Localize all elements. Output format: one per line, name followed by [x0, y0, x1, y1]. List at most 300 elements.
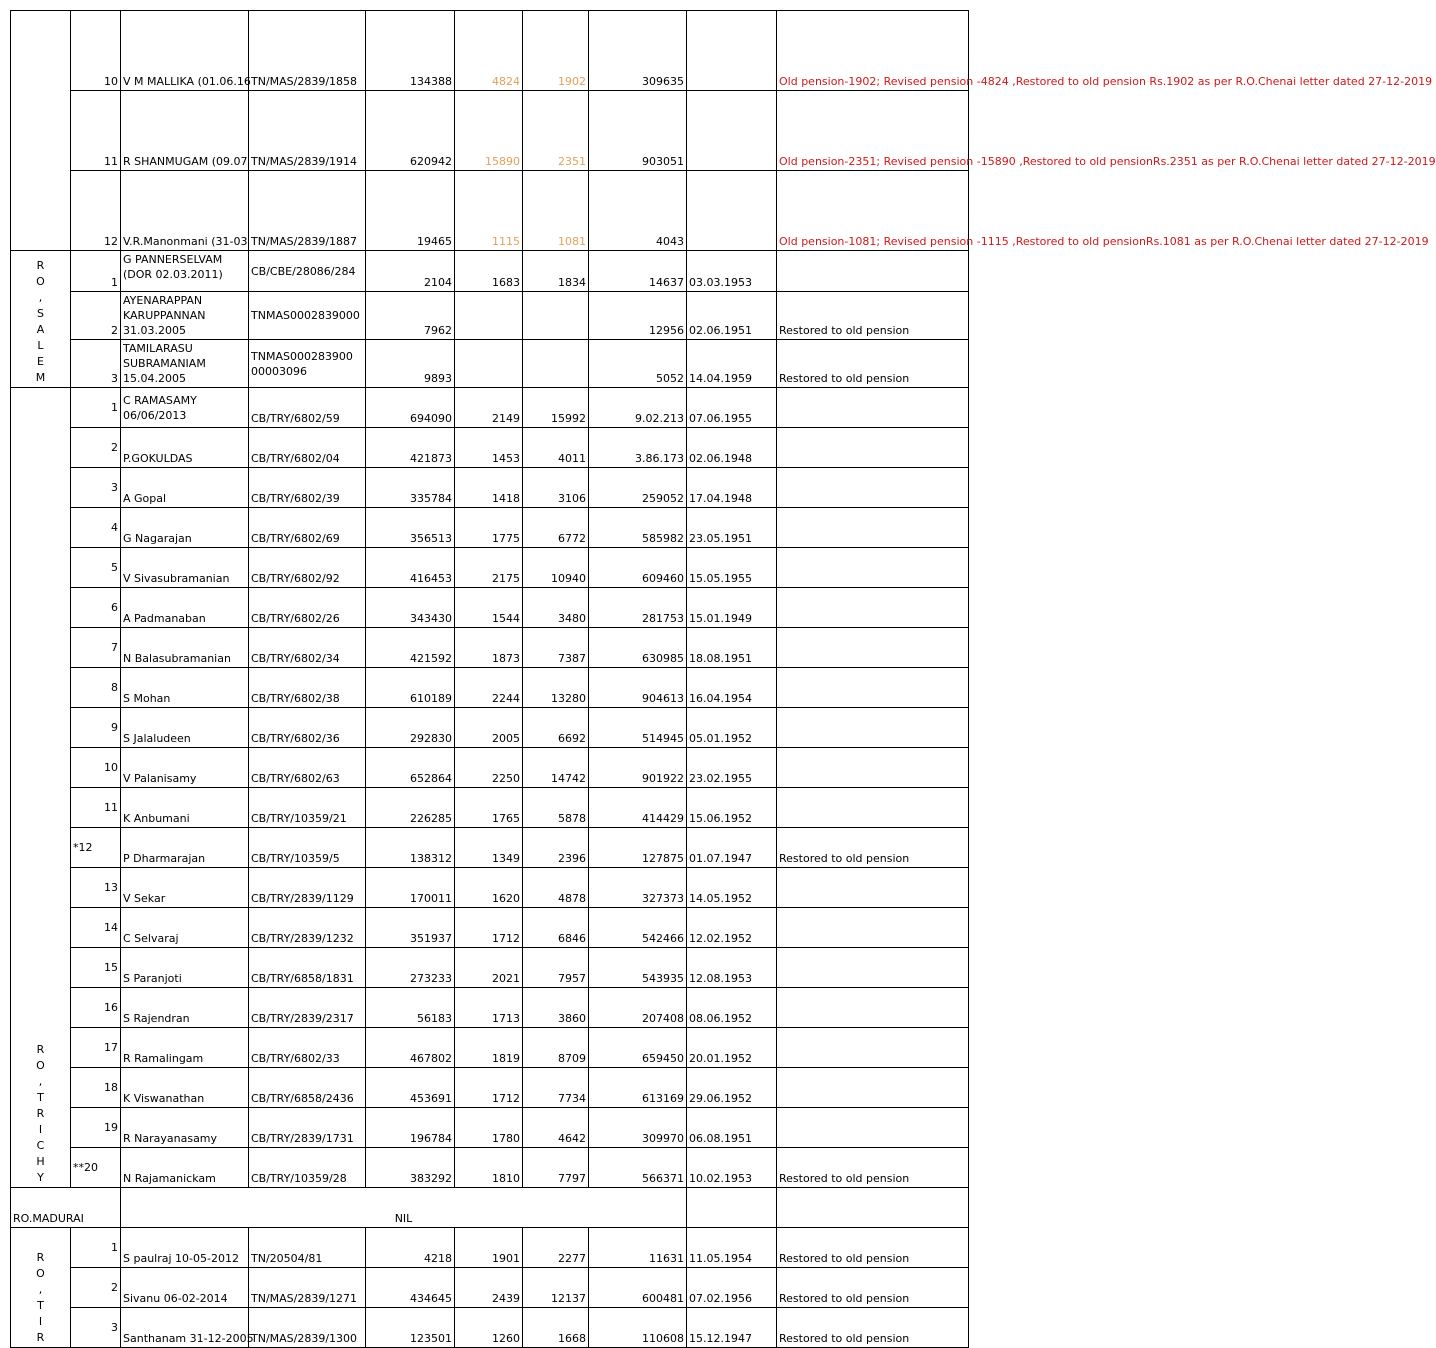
amount-4: 127875 [589, 828, 687, 868]
amount-2: 1620 [455, 868, 523, 908]
amount-1: 2104 [366, 251, 455, 292]
date-of-birth: 15.12.1947 [687, 1308, 777, 1348]
pensioner-name [121, 292, 249, 340]
amount-1: 138312 [366, 828, 455, 868]
serial-no: 2 [71, 1268, 121, 1308]
ppo-number: TN/MAS/2839/1300 [249, 1308, 366, 1348]
amount-2: 1115 [455, 171, 523, 251]
date-of-birth: 02.06.1948 [687, 428, 777, 468]
remark [777, 588, 969, 628]
amount-3: 2396 [523, 828, 589, 868]
serial-no: *12 [71, 828, 121, 868]
remark [777, 628, 969, 668]
table-row [11, 1148, 969, 1188]
serial-no: 10 [71, 11, 121, 91]
serial-no: 1 [71, 251, 121, 292]
amount-1: 383292 [366, 1148, 455, 1188]
date-of-birth: 12.08.1953 [687, 948, 777, 988]
date-of-birth: 17.04.1948 [687, 468, 777, 508]
amount-1: 335784 [366, 468, 455, 508]
amount-2: 1418 [455, 468, 523, 508]
date-of-birth: 23.05.1951 [687, 508, 777, 548]
serial-no: 3 [71, 340, 121, 388]
amount-3: 3106 [523, 468, 589, 508]
amount-1: 19465 [366, 171, 455, 251]
region-letter: O [36, 1059, 45, 1072]
serial-no: 12 [71, 171, 121, 251]
amount-2: 2175 [455, 548, 523, 588]
pensioner-name-line-1: TAMILARASU [123, 342, 193, 355]
ppo-number-line-1: CB/CBE/28086/284 [251, 264, 356, 278]
ppo-number [249, 292, 366, 340]
amount-2: 1873 [455, 628, 523, 668]
pensioner-name-line-3: 15.04.2005 [123, 372, 186, 385]
serial-no: 2 [71, 292, 121, 340]
amount-2: 1349 [455, 828, 523, 868]
ppo-number: TN/MAS/2839/1271 [249, 1268, 366, 1308]
amount-3: 5878 [523, 788, 589, 828]
pensioner-name: P.GOKULDAS [121, 428, 249, 468]
amount-2: 1780 [455, 1108, 523, 1148]
date-of-birth: 29.06.1952 [687, 1068, 777, 1108]
pensioner-name [121, 251, 249, 292]
amount-3: 2351 [523, 91, 589, 171]
table-row [11, 988, 969, 1028]
table-row [11, 91, 969, 171]
ppo-number-line-1: TNMAS0002839000 [251, 309, 360, 322]
amount-1: 292830 [366, 708, 455, 748]
amount-1: 351937 [366, 908, 455, 948]
amount-3: 4642 [523, 1108, 589, 1148]
amount-1: 273233 [366, 948, 455, 988]
amount-1: 196784 [366, 1108, 455, 1148]
amount-1: 4218 [366, 1228, 455, 1268]
amount-3 [523, 340, 589, 388]
amount-4: 110608 [589, 1308, 687, 1348]
remark [777, 1068, 969, 1108]
pension-table [10, 10, 1436, 1348]
date-of-birth: 08.06.1952 [687, 988, 777, 1028]
ppo-number [249, 340, 366, 388]
serial-no: 11 [71, 91, 121, 171]
serial-no: 9 [71, 708, 121, 748]
table-row [11, 171, 969, 251]
pensioner-name: N Balasubramanian [121, 628, 249, 668]
amount-1: 610189 [366, 668, 455, 708]
amount-2: 1810 [455, 1148, 523, 1188]
remark [777, 868, 969, 908]
amount-3: 4878 [523, 868, 589, 908]
amount-3: 6692 [523, 708, 589, 748]
amount-1: 467802 [366, 1028, 455, 1068]
pensioner-name [121, 340, 249, 388]
amount-2: 15890 [455, 91, 523, 171]
ppo-number-line-1: TNMAS000283900 [251, 349, 353, 363]
amount-3: 10940 [523, 548, 589, 588]
region-letter: T [37, 1299, 44, 1312]
table-row [11, 1308, 969, 1348]
ppo-number: CB/TRY/6802/69 [249, 508, 366, 548]
remark [777, 908, 969, 948]
region-label-tirunelveli [11, 1228, 71, 1348]
table-row [11, 948, 969, 988]
amount-3: 7734 [523, 1068, 589, 1108]
remark: Restored to old pension [777, 1268, 969, 1308]
pensioner-name-line-1: G PANNERSELVAM [123, 253, 223, 266]
table-row [11, 1268, 969, 1308]
pensioner-name [121, 388, 249, 428]
region-letter: O [36, 1267, 45, 1280]
region-letter: , [38, 291, 43, 304]
amount-2: 2250 [455, 748, 523, 788]
serial-no: 15 [71, 948, 121, 988]
serial-no: 18 [71, 1068, 121, 1108]
amount-3: 3860 [523, 988, 589, 1028]
amount-3: 1081 [523, 171, 589, 251]
serial-no: 4 [71, 508, 121, 548]
ppo-number: CB/TRY/2839/1232 [249, 908, 366, 948]
ppo-number: CB/TRY/6802/33 [249, 1028, 366, 1068]
amount-3: 1668 [523, 1308, 589, 1348]
remark: Restored to old pension [777, 1228, 969, 1268]
date-of-birth: 14.05.1952 [687, 868, 777, 908]
amount-3 [523, 292, 589, 340]
date-of-birth [687, 11, 777, 91]
amount-3: 7387 [523, 628, 589, 668]
amount-1: 7962 [366, 292, 455, 340]
amount-1: 694090 [366, 388, 455, 428]
amount-2: 2149 [455, 388, 523, 428]
amount-4: 566371 [589, 1148, 687, 1188]
serial-no: 1 [71, 388, 121, 428]
ppo-number: CB/TRY/6802/04 [249, 428, 366, 468]
serial-no: 11 [71, 788, 121, 828]
amount-4: 903051 [589, 91, 687, 171]
table-row [11, 468, 969, 508]
pensioner-name: V M MALLIKA (01.06.16 [121, 11, 249, 91]
amount-3: 4011 [523, 428, 589, 468]
amount-1: 9893 [366, 340, 455, 388]
table-row-madurai [11, 1188, 969, 1228]
amount-4: 600481 [589, 1268, 687, 1308]
remark: Old pension-1081; Revised pension -1115 ,Restored to old pensionRs.1081 as per R.O.Chenai letter dated 27-12-2019 [777, 171, 969, 251]
region-letter: I [38, 1315, 43, 1328]
table-row [11, 508, 969, 548]
region-letter: E [37, 355, 44, 368]
remark [777, 508, 969, 548]
pensioner-name: V Sivasubramanian [121, 548, 249, 588]
ppo-number: CB/TRY/6802/39 [249, 468, 366, 508]
serial-no: 6 [71, 588, 121, 628]
table-row [11, 1228, 969, 1268]
region-letter: Y [37, 1171, 44, 1184]
pensioner-name: C Selvaraj [121, 908, 249, 948]
amount-1: 123501 [366, 1308, 455, 1348]
table-row [11, 868, 969, 908]
remark [777, 388, 969, 428]
amount-2: 1712 [455, 1068, 523, 1108]
ppo-number: TN/20504/81 [249, 1228, 366, 1268]
ppo-number: CB/TRY/6802/92 [249, 548, 366, 588]
remark: Restored to old pension [777, 340, 969, 388]
amount-2: 2244 [455, 668, 523, 708]
pensioner-name: S paulraj 10-05-2012 [121, 1228, 249, 1268]
nil-text: NIL [121, 1188, 687, 1228]
table-row [11, 340, 969, 388]
pensioner-name: V Sekar [121, 868, 249, 908]
amount-1: 356513 [366, 508, 455, 548]
amount-3: 2277 [523, 1228, 589, 1268]
serial-no: 5 [71, 548, 121, 588]
pensioner-name: R Narayanasamy [121, 1108, 249, 1148]
pensioner-name: R Ramalingam [121, 1028, 249, 1068]
date-of-birth: 05.01.1952 [687, 708, 777, 748]
date-of-birth: 01.07.1947 [687, 828, 777, 868]
amount-2: 2021 [455, 948, 523, 988]
amount-1: 421873 [366, 428, 455, 468]
pensioner-name: S Rajendran [121, 988, 249, 1028]
pensioner-name-line-2: KARUPPANNAN [123, 309, 206, 322]
table-row [11, 428, 969, 468]
date-of-birth [687, 171, 777, 251]
amount-4: 11631 [589, 1228, 687, 1268]
pensioner-name-line-1: AYENARAPPAN [123, 294, 203, 307]
date-of-birth: 06.08.1951 [687, 1108, 777, 1148]
amount-2 [455, 292, 523, 340]
date-of-birth: 11.05.1954 [687, 1228, 777, 1268]
serial-no: 16 [71, 988, 121, 1028]
ppo-number: TN/MAS/2839/1858 [249, 11, 366, 91]
amount-3: 14742 [523, 748, 589, 788]
table-row [11, 251, 969, 292]
amount-4: 14637 [589, 251, 687, 292]
pensioner-name: Santhanam 31-12-2005 [121, 1308, 249, 1348]
amount-4: 281753 [589, 588, 687, 628]
pensioner-name: N Rajamanickam [121, 1148, 249, 1188]
table-row [11, 1068, 969, 1108]
pensioner-name-line-2: 06/06/2013 [123, 408, 187, 422]
amount-3: 1834 [523, 251, 589, 292]
serial-no: 3 [71, 468, 121, 508]
date-of-birth: 15.01.1949 [687, 588, 777, 628]
amount-1: 453691 [366, 1068, 455, 1108]
ppo-number: TN/MAS/2839/1887 [249, 171, 366, 251]
region-letter: S [37, 307, 44, 320]
remark [777, 748, 969, 788]
amount-1: 343430 [366, 588, 455, 628]
region-letter: R [36, 1251, 45, 1264]
pensioner-name: A Padmanaban [121, 588, 249, 628]
region-label-madurai: RO.MADURAI [11, 1188, 121, 1228]
amount-4: 613169 [589, 1068, 687, 1108]
ppo-number: TN/MAS/2839/1914 [249, 91, 366, 171]
table-row [11, 628, 969, 668]
ppo-number [249, 251, 366, 292]
date-of-birth: 02.06.1951 [687, 292, 777, 340]
table-row [11, 668, 969, 708]
amount-1: 652864 [366, 748, 455, 788]
remark: Restored to old pension [777, 828, 969, 868]
remark: Restored to old pension [777, 1308, 969, 1348]
region-letter: O [36, 275, 45, 288]
region-letter: I [38, 1123, 43, 1136]
pensioner-name-line-3: 31.03.2005 [123, 324, 186, 337]
amount-2: 1901 [455, 1228, 523, 1268]
date-of-birth [687, 91, 777, 171]
region-letter: , [38, 1075, 43, 1088]
pensioner-name-line-2: SUBRAMANIAM [123, 357, 206, 370]
amount-4: 414429 [589, 788, 687, 828]
amount-1: 226285 [366, 788, 455, 828]
amount-3: 3480 [523, 588, 589, 628]
date-of-birth: 07.06.1955 [687, 388, 777, 428]
remark [777, 1108, 969, 1148]
remark [777, 948, 969, 988]
amount-3: 7957 [523, 948, 589, 988]
date-of-birth: 12.02.1952 [687, 908, 777, 948]
ppo-number: CB/TRY/6802/26 [249, 588, 366, 628]
remark [777, 988, 969, 1028]
amount-4: 327373 [589, 868, 687, 908]
table-row [11, 748, 969, 788]
date-of-birth: 20.01.1952 [687, 1028, 777, 1068]
remark [777, 668, 969, 708]
amount-2: 1775 [455, 508, 523, 548]
serial-no: 10 [71, 748, 121, 788]
amount-4: 12956 [589, 292, 687, 340]
region-letter: H [36, 1155, 45, 1168]
serial-no: 2 [71, 428, 121, 468]
serial-no: 14 [71, 908, 121, 948]
ppo-number: CB/TRY/6858/1831 [249, 948, 366, 988]
ppo-number-line-2: 00003096 [251, 364, 307, 378]
amount-3: 6772 [523, 508, 589, 548]
remark [777, 468, 969, 508]
serial-no: 19 [71, 1108, 121, 1148]
ppo-number: CB/TRY/6802/34 [249, 628, 366, 668]
table-row [11, 908, 969, 948]
pensioner-name: V.R.Manonmani (31-03 [121, 171, 249, 251]
ppo-number: CB/TRY/6802/38 [249, 668, 366, 708]
region-letter: M [35, 371, 46, 384]
serial-no: 1 [71, 1228, 121, 1268]
region-letter: R [36, 259, 45, 272]
amount-3: 6846 [523, 908, 589, 948]
region-label-salem [11, 251, 71, 388]
ppo-number: CB/TRY/6802/63 [249, 748, 366, 788]
amount-4: 514945 [589, 708, 687, 748]
amount-4: 207408 [589, 988, 687, 1028]
amount-2: 1819 [455, 1028, 523, 1068]
ppo-number: CB/TRY/2839/2317 [249, 988, 366, 1028]
amount-4: 901922 [589, 748, 687, 788]
amount-3: 7797 [523, 1148, 589, 1188]
serial-no: 17 [71, 1028, 121, 1068]
amount-2: 1713 [455, 988, 523, 1028]
remark [777, 428, 969, 468]
region-label-trichy [11, 388, 71, 1188]
amount-4: 630985 [589, 628, 687, 668]
amount-2: 1260 [455, 1308, 523, 1348]
ppo-number: CB/TRY/10359/28 [249, 1148, 366, 1188]
table-row [11, 788, 969, 828]
serial-no: 3 [71, 1308, 121, 1348]
amount-2: 1712 [455, 908, 523, 948]
amount-2: 1683 [455, 251, 523, 292]
ppo-number: CB/TRY/2839/1129 [249, 868, 366, 908]
date-of-birth: 15.05.1955 [687, 548, 777, 588]
pensioner-name: R SHANMUGAM (09.07 [121, 91, 249, 171]
remark [777, 708, 969, 748]
amount-1: 434645 [366, 1268, 455, 1308]
amount-3: 1902 [523, 11, 589, 91]
date-of-birth: 14.04.1959 [687, 340, 777, 388]
remark: Old pension-2351; Revised pension -15890 ,Restored to old pensionRs.2351 as per R.O.Chenai letter dated 27-12-2019 [777, 91, 969, 171]
date-of-birth: 15.06.1952 [687, 788, 777, 828]
region-letter: L [37, 339, 44, 352]
date-of-birth: 16.04.1954 [687, 668, 777, 708]
remark [777, 788, 969, 828]
remark: Restored to old pension [777, 292, 969, 340]
region-letter: R [36, 1331, 45, 1344]
region-letter: R [36, 1043, 45, 1056]
amount-1: 620942 [366, 91, 455, 171]
amount-1: 134388 [366, 11, 455, 91]
serial-no: 13 [71, 868, 121, 908]
pensioner-name: S Mohan [121, 668, 249, 708]
pensioner-name: S Paranjoti [121, 948, 249, 988]
amount-3: 12137 [523, 1268, 589, 1308]
table-row [11, 292, 969, 340]
pensioner-name: V Palanisamy [121, 748, 249, 788]
amount-1: 170011 [366, 868, 455, 908]
pensioner-name: K Anbumani [121, 788, 249, 828]
amount-2: 1765 [455, 788, 523, 828]
ppo-number: CB/TRY/6802/36 [249, 708, 366, 748]
table-row [11, 548, 969, 588]
table-row [11, 708, 969, 748]
amount-2: 1544 [455, 588, 523, 628]
region-letter: A [36, 323, 45, 336]
pensioner-name-line-2: (DOR 02.03.2011) [123, 268, 223, 281]
pensioner-name: Sivanu 06-02-2014 [121, 1268, 249, 1308]
amount-4: 3.86.173 [589, 428, 687, 468]
date-of-birth: 03.03.1953 [687, 251, 777, 292]
pensioner-name: S Jalaludeen [121, 708, 249, 748]
amount-3: 15992 [523, 388, 589, 428]
amount-1: 56183 [366, 988, 455, 1028]
region-letter: , [38, 1283, 43, 1296]
amount-2: 4824 [455, 11, 523, 91]
remark: Old pension-1902; Revised pension -4824 ,Restored to old pension Rs.1902 as per R.O.Chenai letter dated 27-12-2019 [777, 11, 969, 91]
amount-2 [455, 340, 523, 388]
amount-4: 904613 [589, 668, 687, 708]
date-of-birth: 10.02.1953 [687, 1148, 777, 1188]
pensioner-name: A Gopal [121, 468, 249, 508]
amount-4: 4043 [589, 171, 687, 251]
serial-no: 7 [71, 628, 121, 668]
region-letter: C [36, 1139, 45, 1152]
date-of-birth: 18.08.1951 [687, 628, 777, 668]
pensioner-name: P Dharmarajan [121, 828, 249, 868]
amount-3: 13280 [523, 668, 589, 708]
table-row [11, 828, 969, 868]
region-letter: T [37, 1091, 44, 1104]
amount-2: 2005 [455, 708, 523, 748]
remark: Restored to old pension [777, 1148, 969, 1188]
remark [777, 548, 969, 588]
amount-4: 585982 [589, 508, 687, 548]
